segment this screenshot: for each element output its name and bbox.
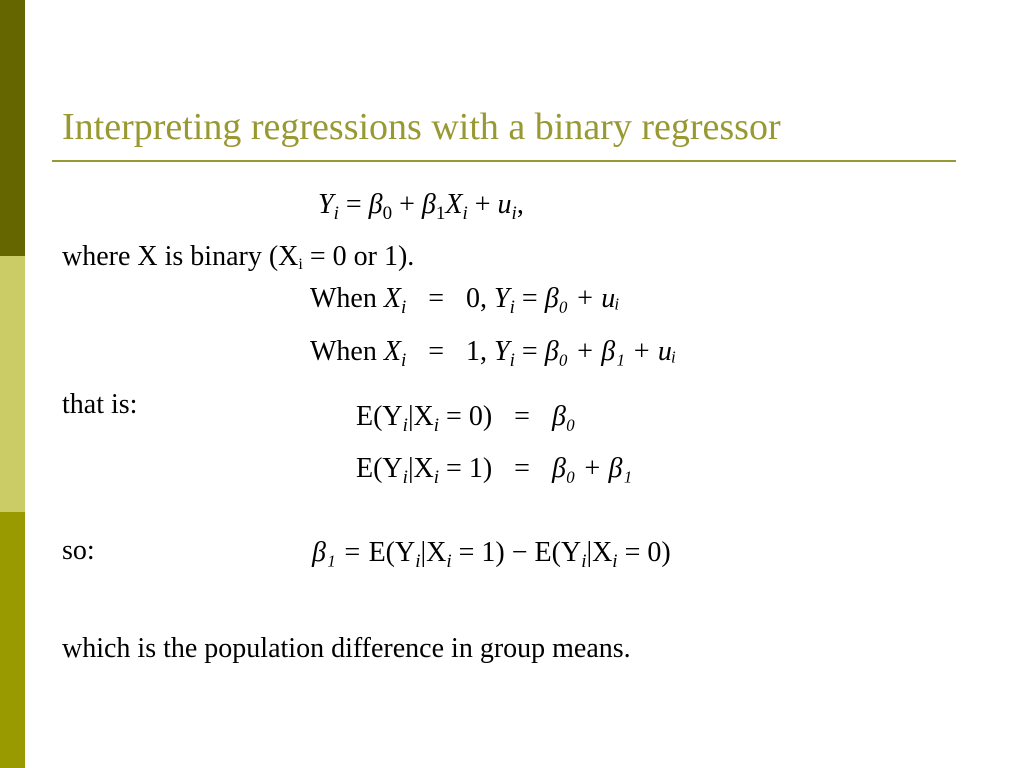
case1-sub-i-2: i (509, 350, 515, 371)
exp1-sub-i-2: i (433, 467, 440, 488)
diff-sub-i-4: i (612, 551, 618, 572)
exp0-bar: |X (407, 401, 434, 432)
exp0-rhs: β₀ (551, 401, 576, 432)
so-label: so: (62, 535, 95, 566)
diff-part1: E(Y (368, 537, 416, 568)
sidebar-segment-light (0, 256, 25, 512)
eq-sub-0: 0 (382, 203, 393, 224)
binary-text-after: = 0 or 1). (302, 241, 415, 272)
exp0-cond: = 0) (446, 401, 493, 432)
case1-equals: = (428, 336, 445, 367)
exp0-lhs: E(Y (356, 401, 403, 432)
regression-equation (318, 188, 524, 222)
slide-title: Interpreting regressions with a binary regressor (62, 106, 781, 148)
case1-equals-2: = (521, 336, 538, 367)
exp1-bar: |X (407, 453, 434, 484)
eq-plus-1: + (399, 189, 415, 220)
diff-sub-i-1: i (415, 551, 421, 572)
case0-Y: Y (494, 283, 510, 314)
case0-value: 0, (466, 283, 488, 314)
case0-sub-i-2: i (509, 297, 515, 318)
eq-beta1: β (421, 189, 436, 220)
expectation-x-one (356, 452, 632, 486)
diff-lhs: β₁ = (312, 537, 362, 568)
exp1-sub-i: i (402, 467, 408, 488)
exp0-sub-i: i (402, 415, 408, 436)
case0-X: X (383, 283, 401, 314)
eq-Y: Y (318, 189, 334, 220)
case0-equals: = (428, 283, 445, 314)
binary-description (62, 240, 414, 274)
that-is-label: that is: (62, 389, 138, 420)
case1-value: 1, (466, 336, 488, 367)
difference-equation (312, 536, 671, 570)
case1-X: X (383, 336, 401, 367)
diff-part1b: |X (420, 537, 447, 568)
title-underline (52, 160, 956, 162)
eq-X: X (445, 189, 463, 220)
exp0-sub-i-2: i (433, 415, 440, 436)
case0-when: When (310, 283, 377, 314)
sidebar-segment-dark (0, 0, 25, 256)
exp1-lhs: E(Y (356, 453, 403, 484)
eq-sub-i-3: i (511, 203, 517, 224)
closing-statement: which is the population difference in group means. (62, 633, 631, 664)
diff-part2c: = 0) (624, 537, 671, 568)
binary-text-before: where X is binary (X (62, 241, 299, 272)
case-x-zero (310, 282, 620, 316)
case1-rhs: β₀ + β₁ + uᵢ (544, 336, 677, 367)
diff-sub-i-2: i (446, 551, 452, 572)
eq-sub-1: 1 (435, 203, 446, 224)
case1-when: When (310, 336, 377, 367)
case-x-one (310, 335, 676, 369)
eq-sub-i-2: i (462, 203, 468, 224)
case0-rhs: β₀ + uᵢ (544, 283, 620, 314)
exp1-equals: = (514, 453, 530, 484)
case1-Y: Y (494, 336, 510, 367)
sidebar-segment-mid (0, 512, 25, 768)
exp0-equals: = (514, 401, 530, 432)
diff-part2b: |X (586, 537, 613, 568)
exp1-cond: = 1) (446, 453, 493, 484)
eq-equals: = (345, 189, 362, 220)
case0-sub-i: i (400, 297, 407, 318)
binary-text-sub: i (298, 256, 303, 273)
eq-comma: , (516, 189, 524, 220)
eq-sub-i: i (333, 203, 339, 224)
eq-beta0: β (368, 189, 383, 220)
eq-plus-2: + (474, 189, 491, 220)
sidebar-decoration (0, 0, 25, 768)
diff-sub-i-3: i (581, 551, 587, 572)
case1-sub-i: i (400, 350, 407, 371)
eq-u: u (497, 189, 512, 220)
diff-part1c: = 1) − E(Y (458, 537, 582, 568)
exp1-rhs: β₀ + β₁ (551, 453, 633, 484)
expectation-x-zero (356, 400, 576, 434)
case0-equals-2: = (521, 283, 538, 314)
